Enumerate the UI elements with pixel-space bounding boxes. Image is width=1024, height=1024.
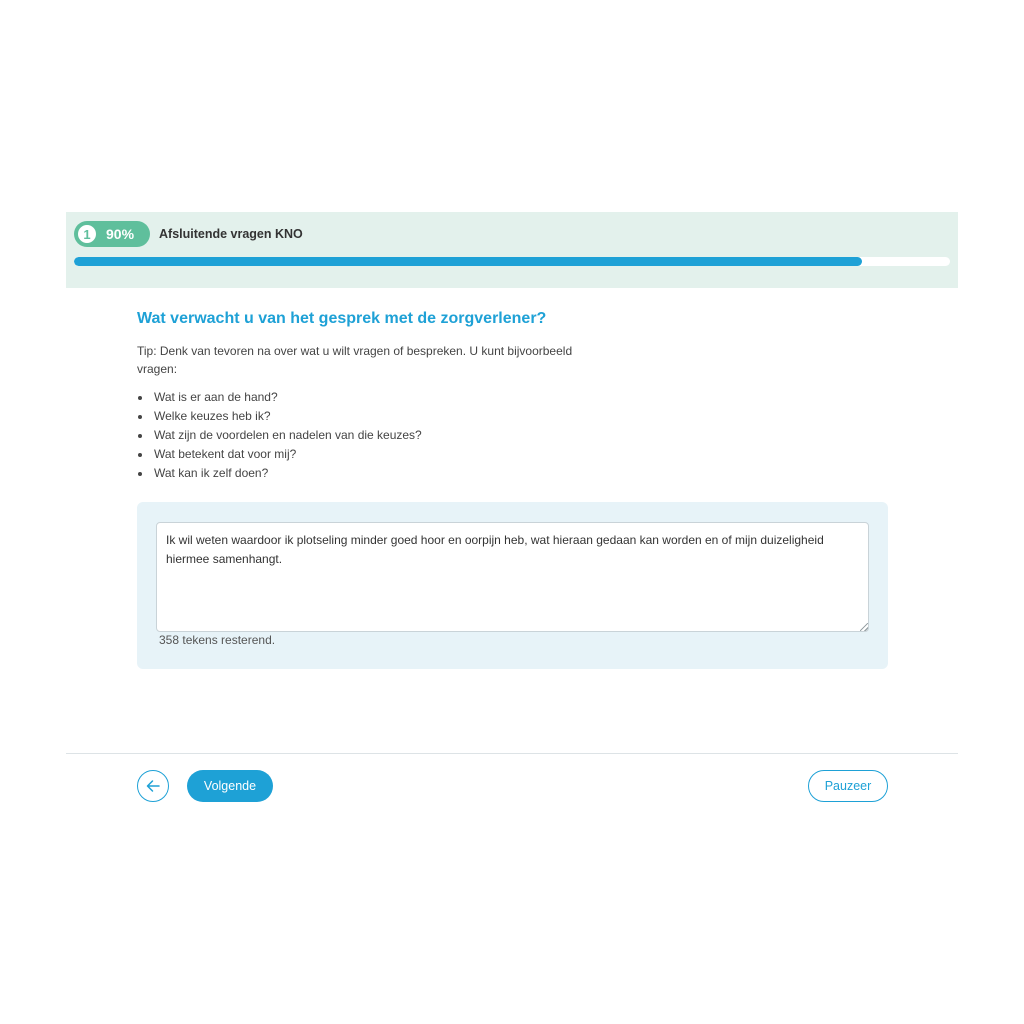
- answer-textarea[interactable]: [156, 522, 869, 632]
- back-button[interactable]: [137, 770, 169, 802]
- tip-list-item: Wat is er aan de hand?: [137, 388, 422, 407]
- arrow-left-icon: [145, 778, 161, 794]
- section-title: Afsluitende vragen KNO: [159, 227, 303, 241]
- next-button[interactable]: Volgende: [187, 770, 273, 802]
- tip-list-item: Wat kan ik zelf doen?: [137, 464, 422, 483]
- progress-header: [66, 212, 958, 288]
- question-title: Wat verwacht u van het gesprek met de zorgverlener?: [137, 310, 547, 327]
- progress-percent: 90%: [106, 226, 135, 242]
- characters-remaining: 358 tekens resterend.: [159, 633, 276, 647]
- progress-bar-fill: [74, 257, 862, 266]
- answer-panel: [137, 502, 888, 669]
- pause-button[interactable]: Pauzeer: [808, 770, 888, 802]
- step-number: 1: [76, 223, 98, 245]
- tip-list: [137, 388, 422, 483]
- tip-list-item: Wat zijn de voordelen en nadelen van die keuzes?: [137, 426, 422, 445]
- step-badge: [74, 221, 150, 247]
- progress-bar: [74, 257, 950, 266]
- tip-text: Tip: Denk van tevoren na over wat u wilt vragen of bespreken. U kunt bijvoorbeeld vragen:: [137, 344, 573, 376]
- resize-handle-icon[interactable]: [860, 623, 868, 631]
- tip-list-item: Welke keuzes heb ik?: [137, 407, 422, 426]
- tip-list-item: Wat betekent dat voor mij?: [137, 445, 422, 464]
- footer-divider: [66, 753, 958, 754]
